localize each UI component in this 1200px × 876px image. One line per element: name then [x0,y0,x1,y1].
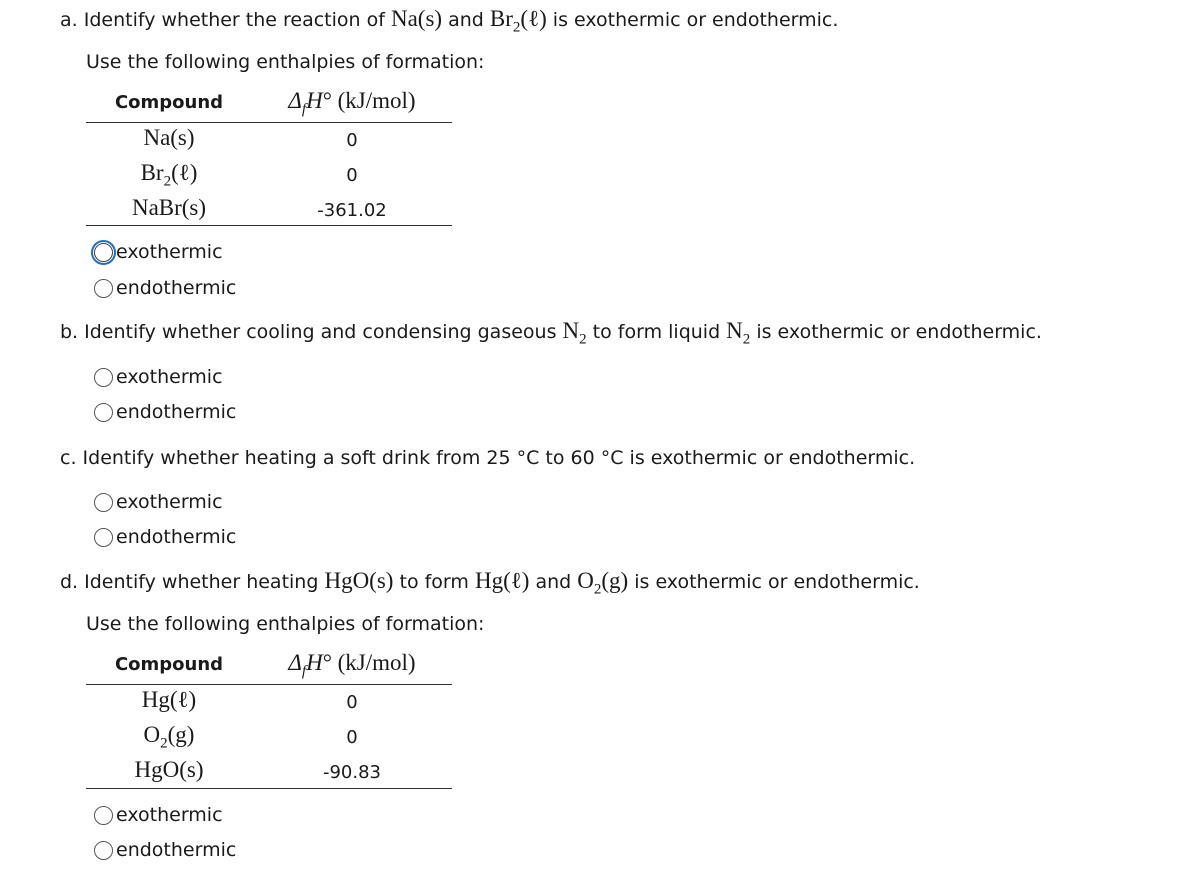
option-label: endothermic [116,401,237,423]
option-label: exothermic [116,804,223,826]
value-cell: 0 [346,727,358,748]
radio-button[interactable] [94,493,113,512]
enthalpy-table-a [86,88,452,226]
table-row [86,755,452,790]
header-enthalpy: $\Delta_fH^\circ$ (kJ/mol) [288,88,416,118]
question-b-text-suffix: is exothermic or endothermic. [750,321,1042,343]
value-cell: -90.83 [322,762,382,783]
option-label: endothermic [116,277,237,299]
radio-button[interactable] [94,368,113,387]
value-cell: 0 [346,130,358,151]
question-b-text-prefix: b. Identify whether cooling and condensing gaseous [60,321,563,343]
question-a-text-prefix: a. Identify whether the reaction of [60,9,391,31]
option-label: endothermic [116,839,237,861]
option-label: exothermic [116,491,223,513]
formula-o2-g: $O_2(g)$ [577,568,629,598]
option-d-endothermic[interactable] [94,838,236,862]
option-b-exothermic[interactable] [94,365,223,389]
formula-br2-l: $Br_2(\ell)$ [489,6,547,36]
option-c-exothermic[interactable] [94,490,223,514]
value-cell: 0 [346,692,358,713]
formula-n2-liquid: $N_2$ [726,318,751,348]
formula-na-s: Na(s) [390,6,443,31]
option-a-endothermic[interactable] [94,276,236,300]
radio-button[interactable] [94,403,113,422]
question-a [60,6,839,36]
option-label: endothermic [116,526,237,548]
formula-hgo-s: HgO(s) [324,568,394,593]
value-cell: -361.02 [317,200,387,221]
option-b-endothermic[interactable] [94,400,236,424]
question-d-text-suffix: is exothermic or endothermic. [628,571,920,593]
question-a-connector: and [442,9,490,31]
compound-cell: NaBr(s) [131,195,207,220]
option-d-exothermic[interactable] [94,803,223,827]
table-row [86,158,452,193]
table-header [86,88,452,123]
enthalpy-table-d [86,650,452,789]
compound-cell: $O_2(g)$ [143,722,195,752]
radio-button[interactable] [94,279,113,298]
question-d [60,568,920,598]
instruction-a: Use the following enthalpies of formation: [86,51,485,73]
compound-cell: $Br_2(\ell)$ [140,160,198,190]
option-label: exothermic [116,241,223,263]
compound-cell: HgO(s) [134,757,204,782]
option-label: exothermic [116,366,223,388]
table-header [86,650,452,685]
table-row [86,193,452,228]
table-row [86,123,452,158]
question-d-text-middle: to form [393,571,475,593]
question-d-text-prefix: d. Identify whether heating [60,571,325,593]
radio-button[interactable] [94,841,113,860]
radio-button[interactable] [94,243,113,262]
radio-button[interactable] [94,528,113,547]
table-row [86,685,452,720]
option-c-endothermic[interactable] [94,525,236,549]
header-compound: Compound [114,92,224,113]
question-d-connector: and [529,571,578,593]
formula-hg-l: Hg(ℓ) [474,568,530,593]
formula-n2-gas: $N_2$ [562,318,587,348]
compound-cell: Na(s) [143,125,195,150]
value-cell: 0 [346,165,358,186]
compound-cell: Hg(ℓ) [141,687,197,712]
radio-button[interactable] [94,806,113,825]
instruction-d: Use the following enthalpies of formation: [86,613,485,635]
header-enthalpy: $\Delta_fH^\circ$ (kJ/mol) [288,650,416,680]
option-a-exothermic[interactable] [94,240,223,264]
table-row [86,720,452,755]
question-c: c. Identify whether heating a soft drink from 25 °C to 60 °C is exothermic or endothermic. [60,447,916,469]
header-compound: Compound [114,654,224,675]
question-b-text-middle: to form liquid [586,321,727,343]
question-a-text-suffix: is exothermic or endothermic. [546,9,839,31]
question-b [60,318,1042,348]
